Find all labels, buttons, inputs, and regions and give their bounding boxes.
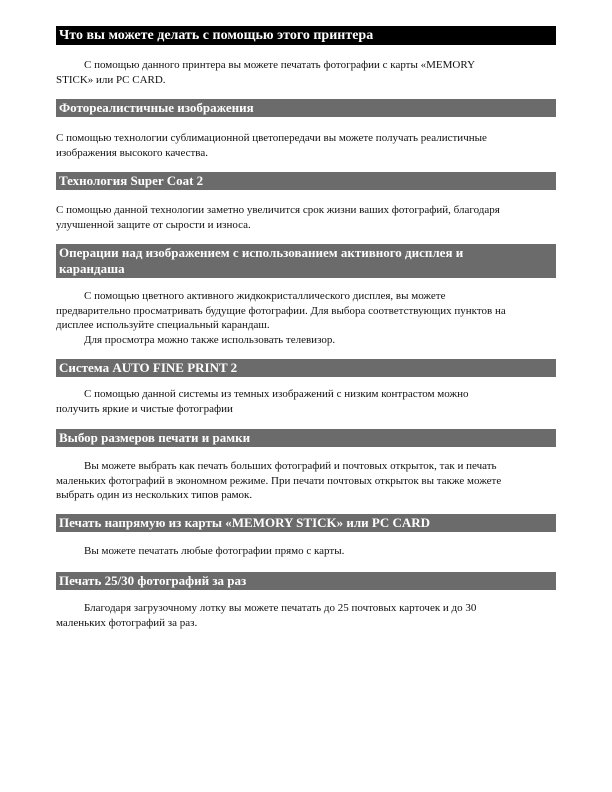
paragraph-line: С помощью данной системы из темных изображений с низким контрастом можно xyxy=(84,388,469,400)
section-heading-super-coat: Технология Super Coat 2 xyxy=(56,172,556,190)
paragraph-line: Благодаря загрузочному лотку вы можете печатать до 25 почтовых карточек и до 30 xyxy=(84,602,477,614)
section-paragraph-batch-print xyxy=(56,601,556,630)
paragraph-line: маленьких фотографий за раз. xyxy=(56,616,198,629)
section-heading-print-size-frames: Выбор размеров печати и рамки xyxy=(56,429,556,447)
section-paragraph-direct-print xyxy=(56,544,556,559)
main-title: Что вы можете делать с помощью этого принтера xyxy=(56,26,556,45)
section-paragraph-display-pen xyxy=(56,289,556,347)
heading-line: Операции над изображением с использованием активного дисплея и xyxy=(59,245,464,260)
section-heading-direct-print: Печать напрямую из карты «MEMORY STICK» или PC CARD xyxy=(56,514,556,532)
paragraph-line: С помощью цветного активного жидкокристаллического дисплея, вы можете xyxy=(84,290,446,302)
section-paragraph-auto-fine-print xyxy=(56,387,556,416)
section-heading-batch-print: Печать 25/30 фотографий за раз xyxy=(56,572,556,590)
heading-line: карандаша xyxy=(59,261,125,276)
paragraph-line: предварительно просматривать будущие фотографии. Для выбора соответствующих пунктов на xyxy=(56,304,506,317)
section-paragraph-photorealistic xyxy=(56,131,556,160)
paragraph-line: Вы можете выбрать как печать больших фотографий и почтовых открыток, так и печать xyxy=(84,460,497,472)
intro-line: STICK» или PC CARD. xyxy=(56,73,166,86)
paragraph-line: изображения высокого качества. xyxy=(56,146,208,159)
section-heading-display-pen xyxy=(56,244,556,278)
intro-paragraph xyxy=(56,58,556,87)
paragraph-line: улучшенной защите от сырости и износа. xyxy=(56,218,251,231)
section-paragraph-print-size-frames xyxy=(56,459,556,503)
paragraph-line: маленьких фотографий в экономном режиме. При печати почтовых открыток вы также можете xyxy=(56,474,502,487)
paragraph-line: С помощью данной технологии заметно увеличится срок жизни ваших фотографий, благодаря xyxy=(56,204,500,216)
paragraph-line: Вы можете печатать любые фотографии прямо с карты. xyxy=(84,545,345,557)
paragraph-line: С помощью технологии сублимационной цветопередачи вы можете получать реалистичные xyxy=(56,132,487,144)
section-paragraph-super-coat xyxy=(56,203,556,232)
paragraph-line: выбрать один из нескольких типов рамок. xyxy=(56,489,253,502)
section-heading-auto-fine-print: Система AUTO FINE PRINT 2 xyxy=(56,359,556,377)
paragraph-line: получить яркие и чистые фотографии xyxy=(56,402,233,415)
section-heading-photorealistic: Фотореалистичные изображения xyxy=(56,99,556,117)
paragraph-line: дисплее используйте специальный карандаш. xyxy=(56,319,270,332)
paragraph-line: Для просмотра можно также использовать телевизор. xyxy=(84,333,336,346)
intro-line: С помощью данного принтера вы можете печатать фотографии с карты «MEMORY xyxy=(84,59,476,71)
